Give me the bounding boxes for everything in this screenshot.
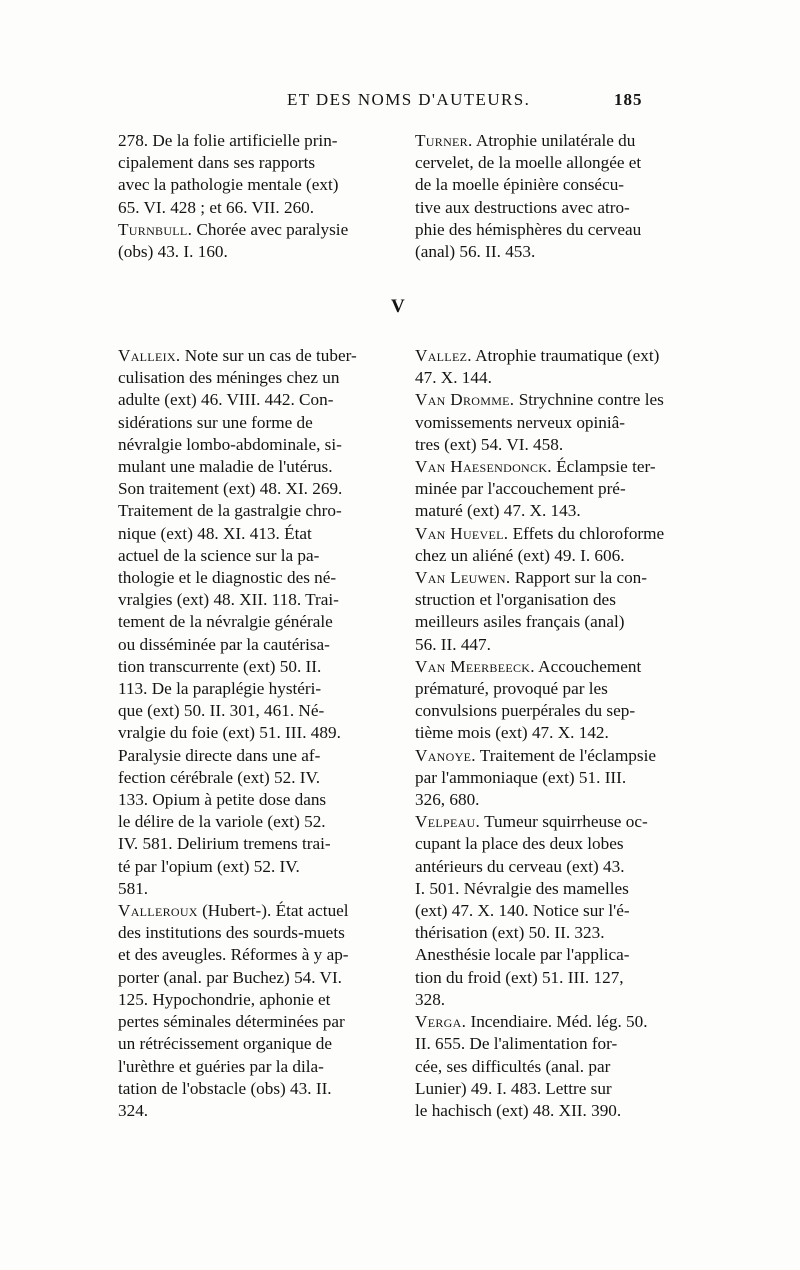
entry-line: tième mois (ext) 47. X. 142. — [415, 723, 609, 743]
entry-line: Chorée avec paralysie — [192, 219, 349, 239]
entry-verga — [415, 1011, 700, 1122]
entry-line: adulte (ext) 46. VIII. 442. Con- — [118, 390, 334, 410]
entry-line: des institutions des sourds-muets — [118, 923, 345, 943]
entry-line: thérisation (ext) 50. II. 323. — [415, 923, 605, 943]
entry-line: actuel de la science sur la pa- — [118, 545, 320, 565]
entry-vanoye — [415, 745, 700, 812]
entry-line: cipalement dans ses rapports — [118, 153, 316, 173]
entry-van-meerbeeck — [415, 656, 700, 745]
entry-line: 326, 680. — [415, 790, 480, 810]
entry-vallez — [415, 345, 700, 389]
entry-line: 133. Opium à petite dose dans — [118, 790, 327, 810]
entry-line: Traitement de la gastralgie chro- — [118, 501, 342, 521]
entry-line: cervelet, de la moelle allongée et — [415, 153, 642, 173]
column-bottom-right — [415, 345, 700, 1122]
entry-line: Éclampsie ter- — [551, 457, 656, 477]
entry-line: vralgies (ext) 48. XII. 118. Trai- — [118, 590, 339, 610]
entry-line: un rétrécissement organique de — [118, 1034, 332, 1054]
entry-line: culisation des méninges chez un — [118, 368, 340, 388]
entry-line: 113. De la paraplégie hystéri- — [118, 679, 322, 699]
entry-line: Son traitement (ext) 48. XI. 269. — [118, 479, 343, 499]
section-letter: V — [391, 296, 405, 317]
entry-van-huevel — [415, 523, 700, 567]
entry-line: ou disséminée par la cautérisa- — [118, 634, 330, 654]
author-name: Valleix. — [118, 346, 181, 365]
author-name: Van Huevel. — [415, 523, 509, 543]
entry-line: 47. X. 144. — [415, 368, 492, 388]
entry-turnbull — [118, 219, 388, 263]
entry-line: II. 655. De l'alimentation for- — [415, 1034, 618, 1054]
column-bottom-left — [118, 345, 396, 1122]
entry-line: névralgie lombo-abdominale, si- — [118, 434, 342, 454]
entry-line: 56. II. 447. — [415, 634, 491, 654]
entry-line: I. 501. Névralgie des mamelles — [415, 878, 629, 898]
entry-line: IV. 581. Delirium tremens trai- — [118, 834, 331, 854]
author-name: Vallez. — [415, 346, 472, 365]
entry-line: prématuré, provoqué par les — [415, 679, 608, 699]
entry-278 — [118, 130, 388, 219]
column-top-right — [415, 130, 685, 263]
entry-line: nique (ext) 48. XI. 413. État — [118, 523, 312, 543]
entry-line: 125. Hypochondrie, aphonie et — [118, 989, 331, 1009]
entry-line: 278. De la folie artificielle prin- — [118, 131, 338, 150]
entry-line: antérieurs du cerveau (ext) 43. — [415, 856, 625, 876]
entry-line: struction et l'organisation des — [415, 590, 616, 610]
author-name: Van Meerbeeck. — [415, 656, 535, 676]
entry-line: Strychnine contre les — [514, 390, 664, 410]
entry-line: sidérations sur une forme de — [118, 412, 313, 432]
author-name: Van Dromme. — [415, 390, 515, 410]
entry-line: tement de la névralgie générale — [118, 612, 333, 632]
entry-line: tion du froid (ext) 51. III. 127, — [415, 967, 624, 987]
entry-turner — [415, 130, 685, 263]
entry-line: tres (ext) 54. VI. 458. — [415, 434, 564, 454]
author-name: Verga. — [415, 1012, 467, 1032]
entry-line: de la moelle épinière consécu- — [415, 175, 625, 195]
entry-line: minée par l'accouchement pré- — [415, 479, 626, 499]
entry-line: que (ext) 50. II. 301, 461. Né- — [118, 701, 325, 721]
entry-line: Anesthésie locale par l'applica- — [415, 945, 630, 965]
author-name: Velpeau. — [415, 812, 481, 832]
entry-line: tion transcurrente (ext) 50. II. — [118, 656, 322, 676]
entry-line: fection cérébrale (ext) 52. IV. — [118, 767, 321, 787]
entry-line: Rapport sur la con- — [510, 568, 647, 588]
entry-line: té par l'opium (ext) 52. IV. — [118, 856, 300, 876]
entry-line: par l'ammoniaque (ext) 51. III. — [415, 767, 627, 787]
entry-line: avec la pathologie mentale (ext) — [118, 175, 339, 195]
entry-line: 328. — [415, 989, 446, 1009]
entry-line: Accouchement — [534, 656, 642, 676]
entry-line: (Hubert-). État actuel — [197, 901, 349, 921]
entry-line: cupant la place des deux lobes — [415, 834, 624, 854]
entry-line: le délire de la variole (ext) 52. — [118, 812, 326, 832]
entry-line: 581. — [118, 878, 149, 898]
entry-line: Atrophie traumatique (ext) — [471, 346, 660, 365]
entry-line: Incendiaire. Méd. lég. 50. — [466, 1012, 648, 1032]
entry-line: chez un aliéné (ext) 49. I. 606. — [415, 545, 625, 565]
entry-van-dromme — [415, 389, 700, 456]
entry-valleroux — [118, 900, 396, 1122]
entry-line: l'urèthre et guéries par la dila- — [118, 1056, 324, 1076]
entry-line: meilleurs asiles français (anal) — [415, 612, 625, 632]
author-name: Van Haesendonck. — [415, 457, 552, 477]
entry-line: convulsions puerpérales du sep- — [415, 701, 636, 721]
entry-valleix — [118, 345, 396, 900]
entry-velpeau — [415, 811, 700, 1011]
entry-line: Effets du chloroforme — [508, 523, 665, 543]
author-name: Turnbull. — [118, 219, 193, 239]
entry-van-haesendonck — [415, 456, 700, 523]
entry-line: cée, ses difficultés (anal. par — [415, 1056, 611, 1076]
entry-line: (ext) 47. X. 140. Notice sur l'é- — [415, 901, 630, 921]
entry-line: maturé (ext) 47. X. 143. — [415, 501, 581, 521]
entry-line: Atrophie unilatérale du — [472, 131, 636, 150]
page-number: 185 — [614, 90, 643, 109]
author-name: Vanoye. — [415, 745, 476, 765]
entry-line: tation de l'obstacle (obs) 43. II. — [118, 1078, 332, 1098]
author-name: Valleroux — [118, 901, 198, 921]
entry-line: phie des hémisphères du cerveau — [415, 219, 642, 239]
entry-line: Tumeur squirrheuse oc- — [480, 812, 648, 832]
running-head-title: ET DES NOMS D'AUTEURS. — [287, 90, 531, 109]
column-top-left — [118, 130, 388, 263]
entry-line: thologie et le diagnostic des né- — [118, 568, 337, 588]
entry-line: Traitement de l'éclampsie — [475, 745, 656, 765]
author-name: Turner. — [415, 131, 473, 150]
entry-line: Paralysie directe dans une af- — [118, 745, 321, 765]
entry-line: 324. — [118, 1100, 149, 1120]
entry-line: tive aux destructions avec atro- — [415, 197, 630, 217]
entry-line: Note sur un cas de tuber- — [180, 346, 357, 365]
entry-line: pertes séminales déterminées par — [118, 1012, 345, 1032]
entry-van-leuwen — [415, 567, 700, 656]
running-head — [0, 90, 800, 116]
entry-line: (obs) 43. I. 160. — [118, 242, 228, 262]
author-name: Van Leuwen. — [415, 568, 511, 588]
entry-line: vralgie du foie (ext) 51. III. 489. — [118, 723, 341, 743]
entry-line: (anal) 56. II. 453. — [415, 242, 536, 262]
entry-line: et des aveugles. Réformes à y ap- — [118, 945, 349, 965]
entry-line: porter (anal. par Buchez) 54. VI. — [118, 967, 342, 987]
entry-line: le hachisch (ext) 48. XII. 390. — [415, 1100, 622, 1120]
entry-line: vomissements nerveux opiniâ- — [415, 412, 626, 432]
entry-line: mulant une maladie de l'utérus. — [118, 457, 333, 477]
entry-line: Lunier) 49. I. 483. Lettre sur — [415, 1078, 612, 1098]
entry-line: 65. VI. 428 ; et 66. VII. 260. — [118, 197, 315, 217]
